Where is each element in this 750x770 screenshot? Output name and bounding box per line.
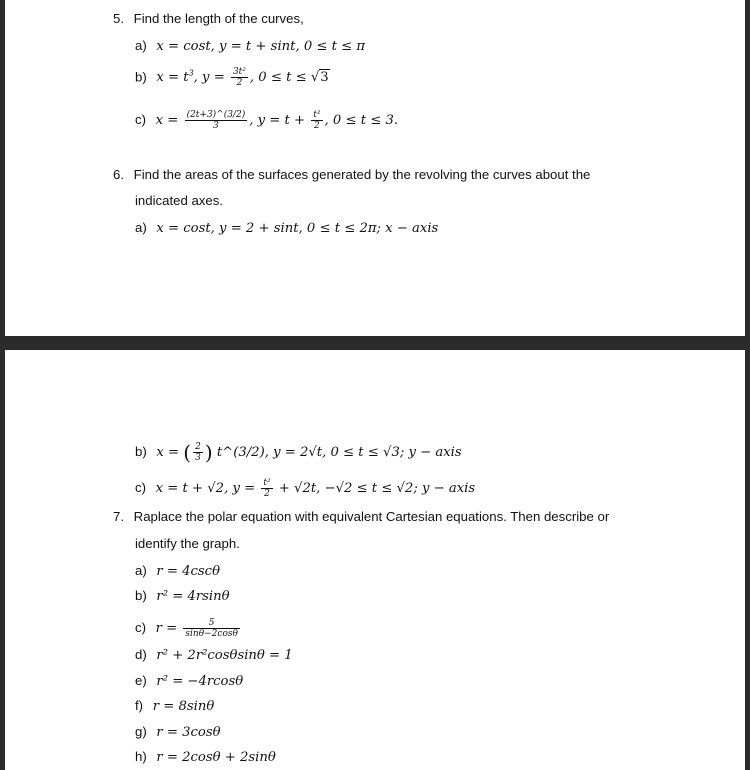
question-7c	[135, 618, 242, 639]
fraction: $\frac{\text{3t²}}{2}$	[232, 67, 246, 89]
question-5c	[135, 110, 398, 131]
question-7b	[135, 588, 230, 605]
expr-lhs: x =	[155, 113, 179, 128]
question-6b	[135, 442, 462, 463]
item-expression: r² = −4rcosθ	[156, 674, 244, 689]
question-text-continued: identify the graph.	[135, 536, 240, 551]
expr-mid: , y = t +	[249, 113, 306, 128]
expr-lhs: x = t + √2, y =	[155, 481, 256, 496]
item-expression: r = 4cscθ	[156, 564, 221, 579]
expr-mid: , y =	[193, 70, 225, 86]
fraction: $\frac{\text{t²}}{2}$	[263, 478, 271, 499]
sqrt-radicand: 3	[320, 70, 329, 86]
item-expression	[155, 618, 242, 639]
question-7g	[135, 724, 221, 741]
item-label: a)	[135, 563, 147, 578]
fraction: $\frac{(2t+3)\^{}(3/2)}{3}$	[186, 110, 246, 131]
item-expression	[155, 110, 399, 131]
question-7d	[135, 647, 293, 664]
item-label: a)	[135, 38, 147, 53]
item-label: a)	[135, 220, 147, 235]
fraction: $\frac{5}{\sin\theta-2\cos\theta}$	[185, 618, 238, 639]
item-label: b)	[135, 588, 147, 603]
question-text: Raplace the polar equation with equivalent Cartesian equations. Then describe or	[133, 509, 610, 524]
expr-rest: , y = 2√t, 0 ≤ t ≤ √3; y − axis	[264, 445, 462, 460]
item-label: b)	[135, 444, 147, 459]
expr-rest: + √2t, −√2 ≤ t ≤ √2; y − axis	[278, 481, 476, 496]
document-page-1	[5, 0, 745, 336]
expr-range: , 0 ≤ t ≤ √	[249, 70, 320, 86]
question-7h	[135, 749, 276, 766]
question-5-heading	[113, 11, 304, 27]
question-text-continued: indicated axes.	[135, 193, 223, 208]
question-text: Find the length of the curves,	[133, 11, 304, 26]
item-expression: x = cost, y = 2 + sint, 0 ≤ t ≤ 2π; x − axis	[156, 221, 439, 236]
question-7a	[135, 563, 220, 580]
item-expression: r = 8sinθ	[152, 699, 215, 714]
item-label: c)	[135, 480, 146, 495]
question-number: 5.	[113, 11, 124, 26]
question-7-heading	[113, 509, 609, 525]
item-expression: r = 3cosθ	[156, 725, 221, 740]
expr-lhs: r =	[155, 621, 178, 636]
fraction: $\frac{\text{t²}}{2}$	[313, 110, 321, 131]
item-expression	[156, 67, 329, 89]
item-label: b)	[135, 69, 147, 85]
document-page-2	[5, 350, 745, 770]
question-6a	[135, 220, 438, 237]
expr-lhs: x =	[156, 445, 180, 460]
item-expression: r² + 2r²cosθsinθ = 1	[156, 648, 293, 663]
expr-range: , 0 ≤ t ≤ 3.	[324, 113, 399, 128]
item-expression: r² = 4rsinθ	[156, 589, 230, 604]
item-expression	[155, 478, 476, 499]
item-expression: r = 2cosθ + 2sinθ	[156, 750, 276, 765]
item-label: c)	[135, 112, 146, 127]
question-number: 6.	[113, 167, 124, 182]
question-6-heading	[113, 167, 590, 183]
expr-lhs: x = t	[156, 70, 189, 86]
item-expression: x = cost, y = t + sint, 0 ≤ t ≤ π	[156, 39, 366, 54]
item-label: c)	[135, 620, 146, 635]
item-label: e)	[135, 673, 147, 688]
question-7f	[135, 698, 214, 715]
question-7e	[135, 673, 243, 690]
question-5a	[135, 38, 365, 55]
item-label: f)	[135, 698, 144, 713]
question-5b	[135, 66, 330, 88]
item-label: h)	[135, 749, 147, 764]
expr-exponent: 3	[188, 69, 194, 78]
question-text: Find the areas of the surfaces generated by the revolving the curves about the	[133, 167, 591, 182]
fraction: $\frac{2}{3}$	[195, 442, 201, 463]
item-expression: x = ( $\frac{2}{3}$ ) t^(3/2), y = 2√t, 0 ≤ t ≤ √3; y − axis	[156, 440, 462, 465]
question-number: 7.	[113, 509, 124, 524]
item-label: g)	[135, 724, 147, 739]
item-label: d)	[135, 647, 147, 662]
question-6c	[135, 478, 475, 499]
expr-power: t^(3/2)	[216, 445, 265, 460]
